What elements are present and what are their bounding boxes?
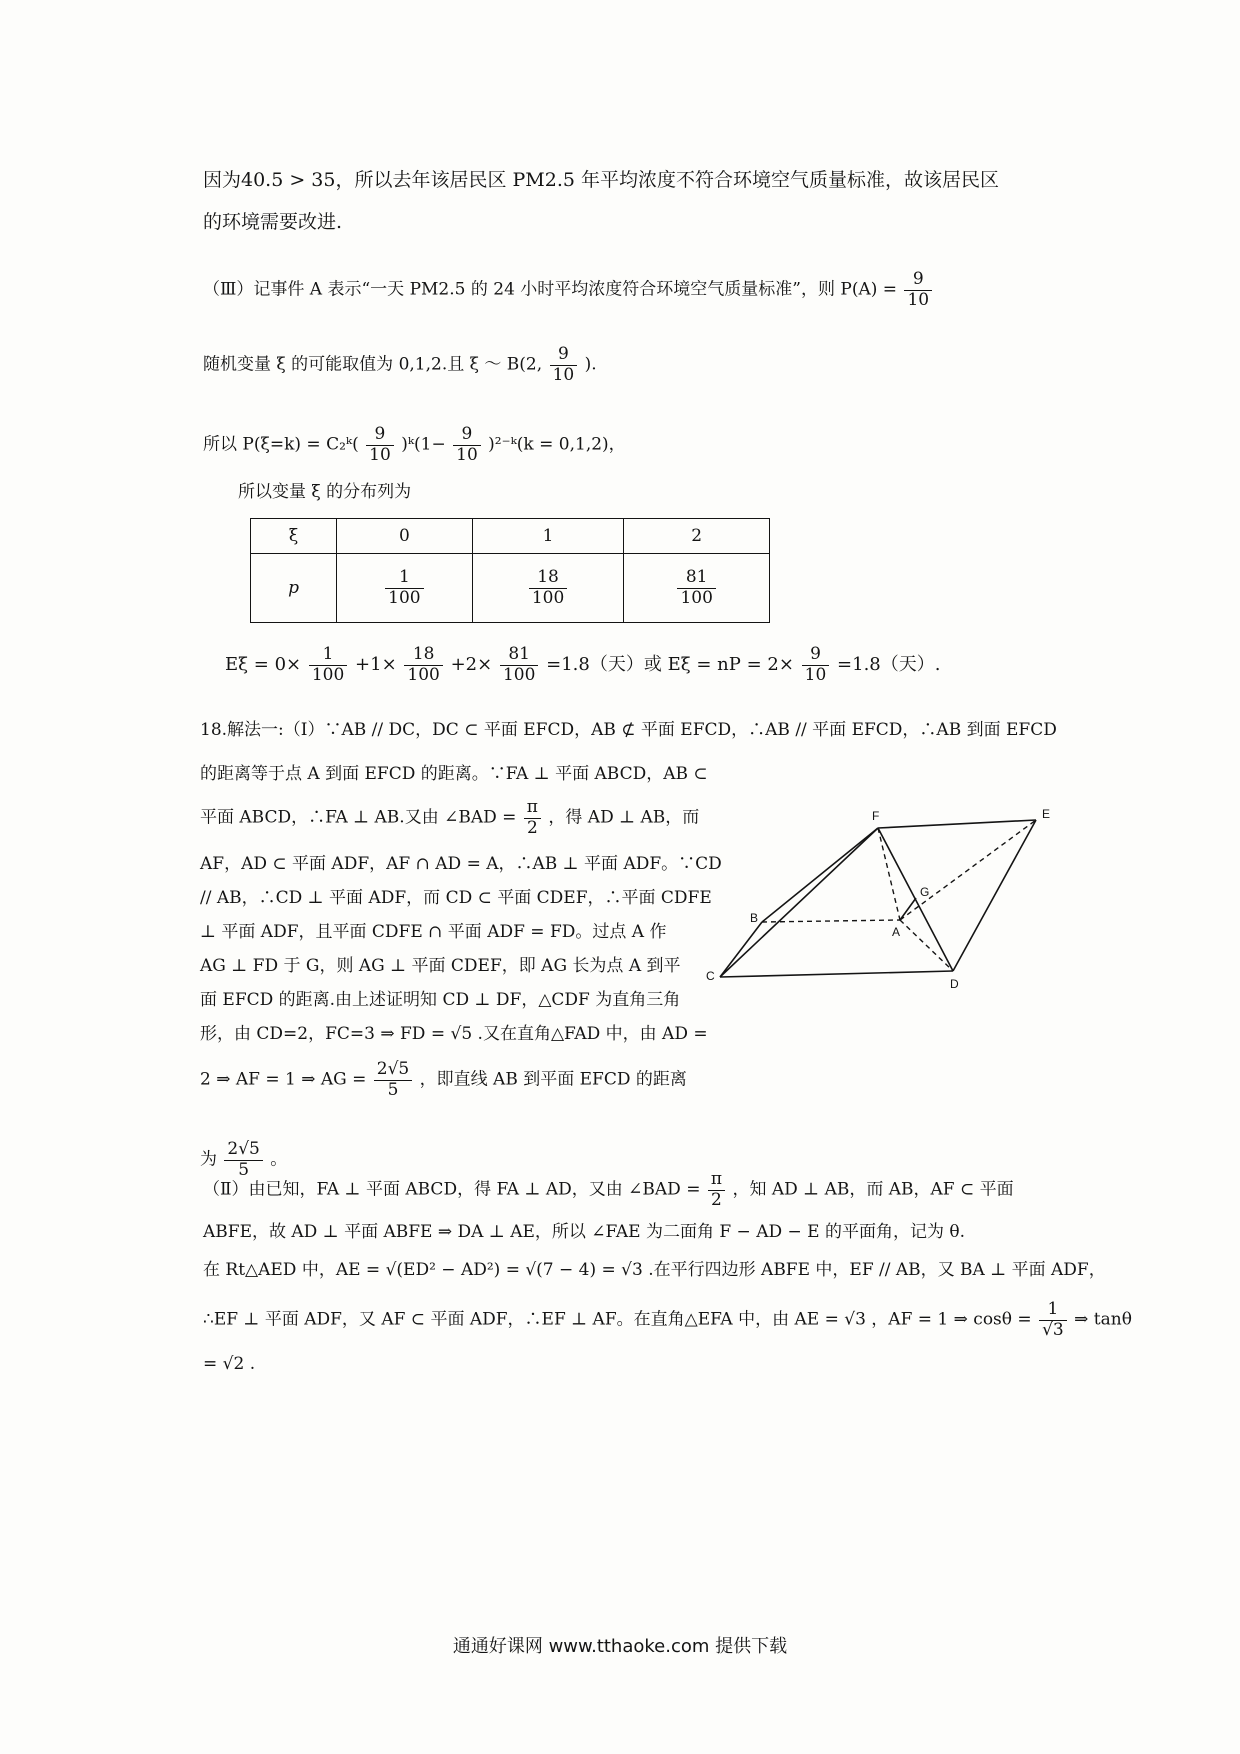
edge-fa xyxy=(878,828,900,920)
exp-fraction-2 xyxy=(404,645,442,685)
rv-fraction xyxy=(550,345,578,385)
q18-line-11-a: 为 xyxy=(200,1149,217,1170)
fraction-numerator: 1 xyxy=(1039,1300,1067,1321)
footer-credit: 通通好课网 www.tthaoke.com 提供下载 xyxy=(452,1636,788,1657)
angle-fraction xyxy=(524,798,541,838)
edge-bc xyxy=(720,922,762,977)
fraction-numerator: 2√5 xyxy=(224,1140,262,1161)
q18-2-line-1-a: （Ⅱ）由已知，FA ⊥ 平面 ABCD，得 FA ⊥ AD，又由 ∠BAD = xyxy=(203,1179,701,1200)
fraction-numerator: 2√5 xyxy=(374,1060,412,1081)
edge-cd xyxy=(720,971,953,977)
label-b: B xyxy=(750,911,759,925)
fraction-numerator: 81 xyxy=(500,645,538,666)
row-label: p xyxy=(288,578,299,598)
edge-ae xyxy=(900,820,1036,920)
fraction-numerator: 18 xyxy=(529,568,567,589)
pmf-prefix: 所以 P(ξ=k) = C₂ᵏ( xyxy=(203,434,359,455)
q18-line-11-b: 。 xyxy=(270,1149,288,1170)
exp-fraction-3 xyxy=(500,645,538,685)
q18-line-3-b: ，得 AD ⊥ AB，而 xyxy=(548,807,700,828)
label-a: A xyxy=(892,925,901,939)
rv-text-prefix: 随机变量 ξ 的可能取值为 0,1,2.且 ξ ～ B(2, xyxy=(203,354,543,375)
fraction-numerator: 9 xyxy=(453,425,481,446)
table-cell: ξ xyxy=(251,519,337,554)
fraction-denominator: 2 xyxy=(711,1189,722,1210)
q18-2-line-2: ABFE，故 AD ⊥ 平面 ABFE ⇒ DA ⊥ AE，所以 ∠FAE 为二面角 F − AD − E 的平面角，记为 θ. xyxy=(203,1222,966,1242)
fraction-denominator: 5 xyxy=(387,1079,399,1100)
fraction-numerator: 9 xyxy=(550,345,578,366)
q18-line-5: // AB，∴CD ⊥ 平面 ADF，而 CD ⊂ 平面 CDEF，∴平面 CDFE xyxy=(200,888,712,908)
label-f: F xyxy=(872,809,880,823)
q18-2-line-1-b: ，知 AD ⊥ AB，而 AB，AF ⊂ 平面 xyxy=(732,1179,1014,1200)
fraction-numerator: 9 xyxy=(904,270,932,291)
edge-fc xyxy=(720,828,878,977)
q18-line-10-b: ，即直线 AB 到平面 EFCD 的距离 xyxy=(419,1069,687,1090)
fraction-denominator: 5 xyxy=(238,1159,250,1180)
q18-2-line-5: = √2 . xyxy=(203,1354,256,1374)
edge-fe xyxy=(878,820,1036,828)
q18-line-4: AF，AD ⊂ 平面 ADF，AF ∩ AD = A，∴AB ⊥ 平面 ADF。∵CD xyxy=(200,854,722,874)
table-cell: 0 xyxy=(337,519,473,554)
pmf-fraction-2 xyxy=(453,425,481,465)
pmf-mid: )ᵏ(1− xyxy=(401,434,446,455)
label-d: D xyxy=(950,977,959,991)
prob-fraction xyxy=(677,568,715,608)
distribution-table xyxy=(250,518,770,623)
table-cell: 1 xyxy=(472,519,624,554)
table-cell xyxy=(337,554,473,623)
prob-fraction xyxy=(385,568,423,608)
random-variable-line xyxy=(203,345,597,385)
pmf-suffix: )²⁻ᵏ(k = 0,1,2)， xyxy=(488,434,626,455)
q18-2-line-1 xyxy=(203,1170,1014,1210)
exp-fraction-1 xyxy=(309,645,347,685)
part-three-intro xyxy=(203,270,934,310)
p-a-fraction xyxy=(904,270,932,310)
q18-line-3-a: 平面 ABCD，∴FA ⊥ AB.又由 ∠BAD = xyxy=(200,807,517,828)
label-g: G xyxy=(920,885,930,899)
conclusion-line-2: 的环境需要改进. xyxy=(203,211,343,233)
q18-2-line-4-b: ⇒ tanθ xyxy=(1074,1309,1132,1330)
fraction-numerator: 18 xyxy=(404,645,442,666)
table-cell xyxy=(624,554,770,623)
fraction-denominator: 100 xyxy=(502,664,536,685)
edge-ag xyxy=(900,898,916,920)
q18-line-10-a: 2 ⇒ AF = 1 ⇒ AG = xyxy=(200,1069,367,1090)
table-row xyxy=(251,554,770,623)
edge-de xyxy=(953,820,1036,971)
fraction-denominator: 100 xyxy=(531,587,565,608)
part-three-intro-text: （Ⅲ）记事件 A 表示“一天 PM2.5 的 24 小时平均浓度符合环境空气质量标准”，则 P(A) = xyxy=(203,279,898,300)
exp-text-2: +1× xyxy=(355,654,397,676)
distribution-caption: 所以变量 ξ 的分布列为 xyxy=(238,482,412,502)
pmf-formula-line xyxy=(203,425,626,465)
geometry-diagram xyxy=(700,790,1070,1010)
fraction-denominator: 2 xyxy=(526,817,538,838)
fraction-numerator: 1 xyxy=(309,645,347,666)
q18-2-line-4-a: ∴EF ⊥ 平面 ADF，又 AF ⊂ 平面 ADF，∴EF ⊥ AF。在直角△EFA 中，由 AE = √3 ，AF = 1 ⇒ cosθ = xyxy=(203,1309,1032,1330)
fraction-numerator: 1 xyxy=(385,568,423,589)
exp-text-3: +2× xyxy=(450,654,493,676)
edge-fb xyxy=(762,828,878,922)
fraction-denominator: 10 xyxy=(907,289,930,310)
angle-fraction-2 xyxy=(708,1170,725,1210)
fraction-denominator: 10 xyxy=(552,364,575,385)
cos-fraction xyxy=(1039,1300,1067,1340)
fraction-numerator: 81 xyxy=(677,568,715,589)
edge-ba xyxy=(762,920,900,922)
edge-ad xyxy=(900,920,953,971)
q18-line-6: ⊥ 平面 ADF，且平面 CDFE ∩ 平面 ADF = FD。过点 A 作 xyxy=(200,922,667,942)
fraction-denominator: √3 xyxy=(1042,1319,1064,1340)
q18-2-line-4 xyxy=(203,1300,1132,1340)
fraction-numerator: π xyxy=(708,1170,725,1191)
fraction-denominator: 100 xyxy=(388,587,421,608)
rv-text-suffix: ). xyxy=(584,354,597,375)
fraction-denominator: 100 xyxy=(680,587,713,608)
fraction-numerator: 9 xyxy=(366,425,394,446)
q18-line-3 xyxy=(200,798,699,838)
q18-line-1: 18.解法一:（Ⅰ）∵AB // DC，DC ⊂ 平面 EFCD，AB ⊄ 平面 EFCD，∴AB // 平面 EFCD，∴AB 到面 EFCD xyxy=(200,720,1057,740)
q18-line-7: AG ⊥ FD 于 G，则 AG ⊥ 平面 CDEF，即 AG 长为点 A 到平 xyxy=(200,956,681,976)
table-cell xyxy=(251,554,337,623)
prob-fraction xyxy=(529,568,567,608)
q18-line-2: 的距离等于点 A 到面 EFCD 的距离。∵FA ⊥ 平面 ABCD，AB ⊂ xyxy=(200,764,708,784)
exp-text-1: Eξ = 0× xyxy=(225,654,302,676)
q18-line-9: 形，由 CD=2，FC=3 ⇒ FD = √5 .又在直角△FAD 中，由 AD = xyxy=(200,1024,708,1044)
fraction-denominator: 10 xyxy=(369,444,391,465)
ag-fraction xyxy=(374,1060,412,1100)
exp-text-5: =1.8（天）. xyxy=(837,654,941,676)
exp-fraction-4 xyxy=(802,645,830,685)
fraction-denominator: 10 xyxy=(456,444,478,465)
table-cell xyxy=(472,554,624,623)
table-header-row xyxy=(251,519,770,554)
exp-text-4: =1.8（天）或 Eξ = nP = 2× xyxy=(546,654,794,676)
expectation-line xyxy=(225,645,940,685)
fraction-denominator: 10 xyxy=(804,664,827,685)
q18-2-line-3: 在 Rt△AED 中，AE = √(ED² − AD²) = √(7 − 4) = √3 .在平行四边形 ABFE 中，EF // AB，又 BA ⊥ 平面 ADF， xyxy=(203,1260,1106,1280)
q18-line-8: 面 EFCD 的距离.由上述证明知 CD ⊥ DF，△CDF 为直角三角 xyxy=(200,990,681,1010)
fraction-numerator: π xyxy=(524,798,541,819)
fraction-numerator: 9 xyxy=(802,645,830,666)
fraction-denominator: 100 xyxy=(407,664,440,685)
label-e: E xyxy=(1042,807,1051,821)
table-cell: 2 xyxy=(624,519,770,554)
pmf-fraction-1 xyxy=(366,425,394,465)
q18-line-10 xyxy=(200,1060,687,1100)
label-c: C xyxy=(706,969,715,983)
fraction-denominator: 100 xyxy=(311,664,345,685)
conclusion-line-1: 因为40.5 > 35，所以去年该居民区 PM2.5 年平均浓度不符合环境空气质量标准，故该居民区 xyxy=(203,169,1000,191)
